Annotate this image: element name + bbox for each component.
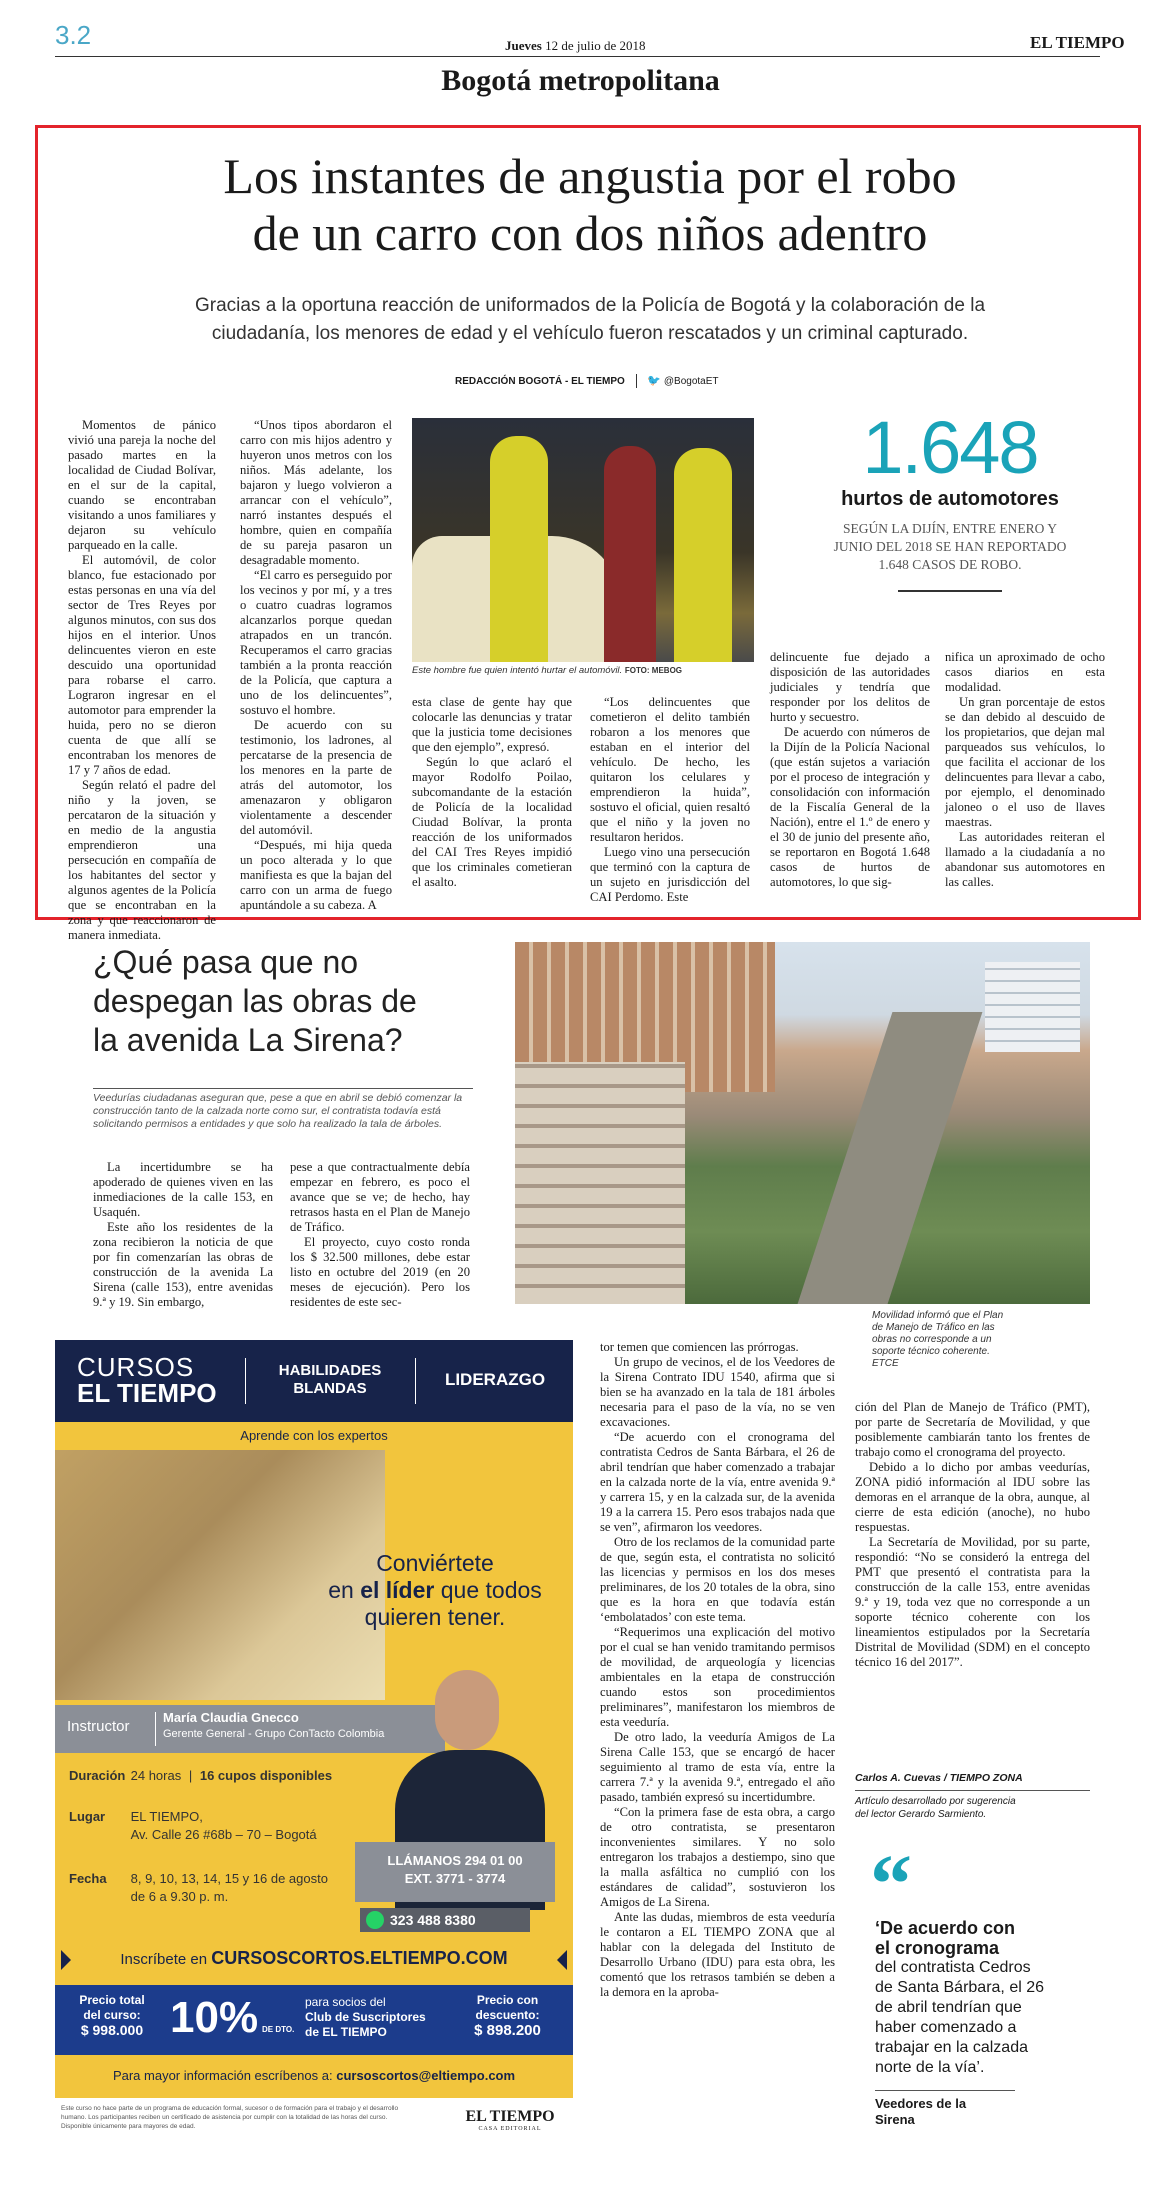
promo-highlight: el líder: [360, 1577, 435, 1603]
signature: Carlos A. Cuevas / TIEMPO ZONA: [855, 1772, 1023, 1784]
byline-divider: [636, 374, 637, 388]
photo-caption-2: [872, 1310, 1012, 1370]
instructor-label: Instructor: [67, 1718, 130, 1735]
paragraph: “El carro es perseguido por los vecinos y por mí, y a tres o cuatro cuadras logramos alcanzarlos porque quedan atrapados en un trancón. Recuperamos el carro gracias también a la pronta reacción de la Policía, que captura a uno de los delincuentes”, sostuvo el hombre.: [240, 568, 392, 717]
paragraph: Las autoridades reiteran el llamado a la ciudadanía a no abandonar sus automotores en las calles.: [945, 830, 1105, 889]
date-day: Jueves: [505, 38, 542, 53]
story2-column-2: [290, 1160, 470, 1330]
author-line: Sirena: [875, 2112, 915, 2127]
paragraph: Momentos de pánico vivió una pareja la noche del pasado martes en la localidad de Ciudad Bolívar, en el sur de la capital, cuando se encontraban visitando a unos familiares y dejaron su vehículo parqueado en la calle.: [68, 418, 216, 552]
call-label: LLÁMANOS: [387, 1853, 462, 1868]
socios-line: Club de Suscriptores: [305, 2010, 426, 2024]
deck-rule: [93, 1088, 473, 1089]
paragraph: Este año los residentes de la zona recibieron la noticia de que por fin comenzarían las obras de construcción de la avenida La Sirena (calle 153), entre avenidas 9.ª y 19. Sin embargo,: [93, 1220, 273, 1309]
quote-bold-line: el cronograma: [875, 1938, 1000, 1958]
paragraph: Según relató el padre del niño y la joven, se percataron de la situación y en medio de la angustia emprendieron una persecución en compañía de los habitantes del sector y algunos agentes de la Policía que se encontraban en la zona y que reaccionaron de manera inmediata.: [68, 778, 216, 942]
paragraph: “De acuerdo con el cronograma del contratista Cedros de Santa Bárbara, el 26 de abril tendrían que haber comenzado a trabajar en la calzada norte de la vía, entre avenida 9.ª y carrera 15, y en la calzada sur, de la avenida 19 a la carrera 15. Pero esos trabajos nada que se ven”, afirmaron los veedores.: [600, 1430, 835, 1534]
tab-liderazgo[interactable]: LIDERAZGO: [444, 1370, 546, 1389]
paragraph: tor temen que comiencen las prórrogas.: [600, 1340, 799, 1354]
stat-line: SEGÚN LA DIJÍN, ENTRE ENERO Y: [843, 521, 1057, 536]
cursos-line: CURSOS: [77, 1352, 195, 1382]
twitter-handle: @BogotaET: [663, 376, 719, 387]
deck-line: ciudadanía, los menores de edad y el vehículo fueron rescatados y un criminal capturado.: [211, 323, 969, 344]
paragraph: Debido a lo dicho por ambas veedurías, ZONA pidió información al IDU sobre las demoras en el arranque de la obra, aunque, al cierre de esta edición (anoche), no hubo respuestas.: [855, 1460, 1090, 1534]
ad-divider: [245, 1358, 246, 1404]
paragraph: “Requerimos una explicación del motivo por el cual se han venido tramitando permisos de movilidad, de arqueología y licencias ambientales en la etapa de construcción cuando estos son procedimientos preliminares”, manifestaron los miembros de esta veeduría.: [600, 1625, 835, 1729]
headline-2: [93, 943, 493, 1060]
register-link[interactable]: [55, 1948, 573, 1969]
note-line: del lector Gerardo Sarmiento.: [855, 1809, 987, 1820]
info-label: Fecha: [69, 1871, 107, 1886]
story1-column-1: [68, 418, 216, 942]
arrow-left-icon: [61, 1950, 71, 1970]
promo-text: en: [328, 1577, 361, 1603]
info-label: Duración: [69, 1768, 126, 1783]
story2-column-1: [93, 1160, 273, 1330]
headline-line: de un carro con dos niños adentro: [252, 205, 928, 261]
instructor-title: Gerente General - Grupo ConTacto Colombia: [163, 1728, 385, 1740]
price-label: descuento:: [475, 2008, 540, 2022]
call-number: 294 01 00: [464, 1853, 523, 1868]
cursos-line: EL TIEMPO: [77, 1378, 217, 1408]
price-total: [67, 1993, 157, 2038]
lugar-line: Av. Calle 26 #68b – 70 – Bogotá: [130, 1827, 317, 1842]
ad-logo: [455, 2108, 565, 2132]
news-photo-avenue: [515, 942, 1090, 1304]
brand-logo: EL TIEMPO: [1030, 33, 1125, 52]
paragraph: “Con la primera fase de esta obra, a cargo de otro contratista, se presentaron inconvenientes similares. Y no solo entregaron los trabajos a destiempo, sino que la malla asfáltica no cumplió con los estándares de calidad”, sostuvieron los Amigos de La Sirena.: [600, 1805, 835, 1909]
photo-officer-right: [674, 448, 732, 662]
paragraph: pese a que contractualmente debía empezar en febrero, es poco el avance que se ve; de hecho, hay retrasos hasta en el Plan de Manejo de Tráfico.: [290, 1160, 470, 1234]
whatsapp-number: 323 488 8380: [390, 1912, 476, 1928]
socios-line: de EL TIEMPO: [305, 2025, 387, 2039]
logo-sub: CASA EDITORIAL: [478, 2126, 542, 2132]
discount-dto: DE DTO.: [262, 2025, 295, 2034]
course-advertisement[interactable]: [55, 1340, 573, 2158]
promo-line: [305, 1577, 565, 1604]
paragraph: De acuerdo con números de la Dijín de la Policía Nacional (que están sujetos a variación por el proceso de integración y consolidación con información de la Fiscalía General de la Nación), entre el 1.º de enero y el 30 de junio del presente año, se reportaron en Bogotá 1.648 casos de hurtos de automotores, lo que sig-: [770, 725, 930, 889]
fine-line: Disponible únicamente para mayores de edad.: [61, 2123, 196, 2130]
caption-text: Movilidad informó que el Plan de Manejo de Tráfico en las obras no corresponde a un soporte técnico coherente.: [872, 1310, 1004, 1357]
byline: [455, 374, 719, 388]
author-line: Veedores de la: [875, 2096, 967, 2111]
email-link: cursoscortos@eltiempo.com: [336, 2068, 516, 2083]
photo-road: [798, 1012, 983, 1304]
paragraph: De acuerdo con su testimonio, los ladrones, al percatarse de la presencia de los menores en la parte de atrás del automotor, los amenazaron y obligaron violentamente a descender del automóvil.: [240, 718, 392, 837]
quote-line: trabajar en la calzada: [875, 2039, 1028, 2056]
info-value: [131, 1870, 328, 1906]
info-email[interactable]: [55, 2068, 573, 2083]
quote-rule: [875, 2090, 1015, 2091]
deck-2: Veedurías ciudadanas aseguran que, pese a que en abril se debió comenzar la construcción tanto de la calzada norte como sur, el contratista todavía está solicitando permisos a entidades y que solo ha realizado la tala de árboles.: [93, 1092, 463, 1130]
headline-line: la avenida La Sirena?: [93, 1022, 403, 1058]
paragraph: “Los delincuentes que cometieron el delito también robaron a los menores que estaban en el interior del vehículo. De hecho, les quitaron los celulares y emprendieron la huida”, sostuvo el oficial, quien resaltó que el niño y la joven no resultaron heridos.: [590, 695, 750, 844]
ad-promo: [305, 1550, 565, 1631]
stat-number: 1.648: [862, 406, 1038, 489]
headline-line: ¿Qué pasa que no: [93, 944, 359, 980]
paragraph: El automóvil, de color blanco, fue estacionado por estas personas en una vía del sector de Tres Reyes por algunos minutos, con sus dos hijos en el interior. Unos delincuentes vieron en este descuido una oportunidad para robarse el carro. Lograron ingresar en el automotor para emprender la huida, pero no se dieron cuenta de que allí se encontraban los menores de 17 y 7 años de edad.: [68, 553, 216, 777]
info-value: 24 horas: [130, 1768, 182, 1783]
quote-author: [875, 2096, 966, 2128]
promo-text: que todos: [434, 1577, 542, 1603]
quote-mark-icon: “: [870, 1838, 912, 1931]
signature-rule: [855, 1790, 1090, 1791]
note-line: Artículo desarrollado por sugerencia: [855, 1796, 1016, 1807]
info-value: [131, 1808, 317, 1844]
photo-caption: [412, 665, 754, 676]
call-ext: EXT. 3771 - 3774: [404, 1871, 506, 1886]
fecha-line: de 6 a 9.30 p. m.: [130, 1889, 229, 1904]
socios-text: [305, 1995, 426, 2040]
tab-habilidades[interactable]: [255, 1362, 405, 1398]
paragraph: “Después, mi hija queda un poco alterada y lo que manifiesta es que la bajan del carro con un arma de fuego apuntándole a su cabeza. A: [240, 838, 392, 912]
paragraph: delincuente fue dejado a disposición de las autoridades judiciales y tendría que responder por los delitos de hurto y secuestro.: [770, 650, 930, 724]
ad-cursos-logo: [77, 1354, 217, 1406]
fine-line: humano. Los participantes reciben un certificado de asistencia por cumplir con la totalidad de las horas del curso.: [61, 2114, 388, 2121]
quote-line: de Santa Bárbara, el 26: [875, 1979, 1045, 1996]
price-value: $ 898.200: [474, 2022, 541, 2039]
headline-line: Los instantes de angustia por el robo: [223, 148, 957, 204]
instructor-name: María Claudia Gnecco: [163, 1710, 299, 1725]
arrow-right-icon: [557, 1950, 567, 1970]
whatsapp-icon: [366, 1911, 384, 1929]
paragraph: La Secretaría de Movilidad, por su parte, respondió: “No se consideró la entrega del PMT que presentó el contratista para la construcción de la calle 153, entre avenidas 9.ª y 19, toda vez que no corresponde a un soporte técnico coherente con los lineamientos estipulados por la Secretaría Distrital de Movilidad (SDM) en el concepto técnico 16 del 2017”.: [855, 1535, 1090, 1669]
twitter-icon: 🐦: [647, 375, 662, 387]
story2-column-4: [855, 1400, 1090, 1760]
info-row-fecha: [69, 1870, 328, 1906]
photo-building-front: [515, 1062, 685, 1304]
paragraph: ción del Plan de Manejo de Tráfico (PMT), por parte de Secretaría de Movilidad, y que posiblemente cambiarán tanto los frentes de trabajo como el cronograma del proyecto.: [855, 1400, 1090, 1459]
story1-column-6: [945, 650, 1105, 900]
quote-bold-line: ‘De acuerdo con: [875, 1918, 1016, 1938]
price-discount: [455, 1993, 560, 2038]
story1-column-5: [770, 650, 930, 900]
story1-column-2: [240, 418, 392, 912]
ad-divider: [415, 1358, 416, 1404]
paragraph: Ante las dudas, miembros de esta veeduría le contaron a EL TIEMPO ZONA que al hablar con la delegada del Instituto de Desarrollo Urbano (IDU) para esta obra, les comentó que los retrasos también se deben a la demora en la aproba-: [600, 1910, 835, 1999]
logo-text: EL TIEMPO: [465, 2108, 555, 2125]
paragraph: “Unos tipos abordaron el carro con mis hijos adentro y huyeron unos metros con los niños. Más adelante, los bajaron y luego volvieron a arrancar con el vehículo”, narró instantes después el hombre, quien en compañía de su pareja pasaron un desagradable momento.: [240, 418, 392, 567]
instructor-divider: [155, 1712, 156, 1746]
page-number: 3.2: [55, 20, 92, 50]
price-value: $ 998.000: [80, 2022, 144, 2038]
paragraph: Otro de los reclamos de la comunidad parte de que, según esta, el contratista no solicitó las licencias y permisos en los dos meses preliminares, de los 20 totales de la obra, sino que es la hora en que todavía están ‘embolatados’ con este tema.: [600, 1535, 835, 1624]
info-cupos: 16 cupos disponibles: [199, 1768, 333, 1783]
quote-line: del contratista Cedros: [875, 1959, 1031, 1976]
fine-line: Este curso no hace parte de un programa de educación formal, sucesor o de formación para el trabajo y el desarrollo: [61, 2105, 399, 2112]
info-row-duracion: [69, 1768, 332, 1783]
paragraph: Un grupo de vecinos, el de los Veedores de la Sirena Contrato IDU 1540, afirma que si bien se ha avanzado en la tala de 181 árboles necesaria para el paso de la vía, no se ven excavaciones.: [600, 1355, 835, 1429]
call-line: [355, 1852, 555, 1870]
promo-line: quieren tener.: [364, 1604, 506, 1630]
info-row-lugar: [69, 1808, 317, 1844]
tab-line: BLANDAS: [293, 1380, 367, 1397]
news-photo-police: [412, 418, 754, 662]
photo-credit: ETCE: [872, 1358, 899, 1369]
paragraph: Luego vino una persecución que terminó con la captura de un sujeto en jurisdicción del CAI Perdomo. Este: [590, 845, 750, 904]
price-bar: [55, 1985, 573, 2055]
quote-line: de abril tendrían que: [875, 1999, 1022, 2016]
stat-rule: [898, 590, 1002, 592]
photo-tower: [985, 962, 1080, 1052]
info-sep: |: [188, 1768, 193, 1783]
quote-line: norte de la vía’.: [875, 2059, 985, 2076]
story2-column-3: [600, 1340, 835, 2162]
whatsapp-button[interactable]: [360, 1908, 530, 1932]
call-box[interactable]: [355, 1842, 555, 1902]
portrait-head: [435, 1670, 499, 1750]
price-label: del curso:: [83, 2008, 141, 2022]
deck: [40, 292, 1140, 348]
editor-note: [855, 1795, 1016, 1821]
promo-line: Conviértete: [376, 1550, 494, 1576]
headline: [40, 148, 1140, 262]
quote-line: haber comenzado a: [875, 2019, 1017, 2036]
caption-text: Este hombre fue quien intentó hurtar el automóvil.: [412, 665, 623, 676]
stat-label: hurtos de automotores: [841, 488, 1059, 510]
pull-quote: [875, 1918, 1075, 2078]
paragraph: Según lo que aclaró el mayor Rodolfo Poilao, subcomandante de la estación de Policía de la localidad Ciudad Bolívar, la pronta reacción de los uniformados del CAI Tres Reyes impidió que los criminales cometieran el asalto.: [412, 755, 572, 889]
fecha-line: 8, 9, 10, 13, 14, 15 y 16 de agosto: [130, 1871, 328, 1886]
story1-column-3: [412, 695, 572, 900]
register-text: Inscríbete en: [120, 1951, 208, 1968]
section-title: Bogotá metropolitana: [441, 64, 720, 97]
stat-text: [780, 520, 1120, 574]
socios-line: para socios del: [305, 1995, 386, 2009]
stat-line: JUNIO DEL 2018 SE HAN REPORTADO: [833, 539, 1067, 554]
tab-line: HABILIDADES: [278, 1362, 382, 1379]
info-text: Para mayor información escríbenos a:: [112, 2068, 333, 2083]
price-label: Precio con: [476, 1993, 539, 2007]
discount-pct: 10%: [170, 1993, 259, 2042]
fine-print: [61, 2104, 431, 2131]
lugar-line: EL TIEMPO,: [130, 1809, 203, 1824]
paragraph: nifica un aproximado de ocho casos diarios en esta modalidad.: [945, 650, 1105, 694]
story1-column-4: [590, 695, 750, 904]
ad-subtitle: Aprende con los expertos: [240, 1428, 388, 1443]
header-rule: [55, 56, 1100, 57]
info-label: Lugar: [69, 1809, 106, 1824]
paragraph: De otro lado, la veeduría Amigos de La Sirena Calle 153, que se encargó de hacer seguimiento al tramo de esta vía, entre la carrera 7.ª y la avenida 9.ª, entregado el año pasado, también expresó su incertidumbre.: [600, 1730, 835, 1804]
date-text: 12 de julio de 2018: [545, 38, 646, 53]
deck-line: Gracias a la oportuna reacción de uniformados de la Policía de Bogotá y la colaboración de la: [194, 295, 986, 316]
headline-line: despegan las obras de: [93, 983, 417, 1019]
paragraph: Un gran porcentaje de estos se dan debido al descuido de los propietarios, que dejan mal parqueados sus vehículos, lo que facilita el accionar de los delincuentes para llevar a cabo, por ejemplo, el denominado jaloneo o el uso de llaves maestras.: [945, 695, 1105, 829]
register-url: CURSOSCORTOS.ELTIEMPO.COM: [211, 1948, 508, 1968]
dateline: [505, 38, 645, 54]
stat-line: 1.648 CASOS DE ROBO.: [878, 557, 1022, 572]
byline-text: REDACCIÓN BOGOTÁ - EL TIEMPO: [455, 376, 625, 387]
price-label: Precio total: [79, 1993, 145, 2007]
photo-officer-left: [490, 436, 548, 662]
photo-credit: FOTO: MEBOG: [624, 666, 683, 675]
paragraph: esta clase de gente hay que colocarle las denuncias y tratar que la justicia tome decisiones que den ejemplo”, expresó.: [412, 695, 572, 754]
paragraph: La incertidumbre se ha apoderado de quienes viven en las inmediaciones de la calle 153, en Usaquén.: [93, 1160, 273, 1219]
photo-suspect: [604, 446, 656, 662]
paragraph: El proyecto, cuyo costo ronda los $ 32.500 millones, debe estar listo en octubre del 2019 (en 20 meses de ejecución). Pero los residentes de este sec-: [290, 1235, 470, 1309]
